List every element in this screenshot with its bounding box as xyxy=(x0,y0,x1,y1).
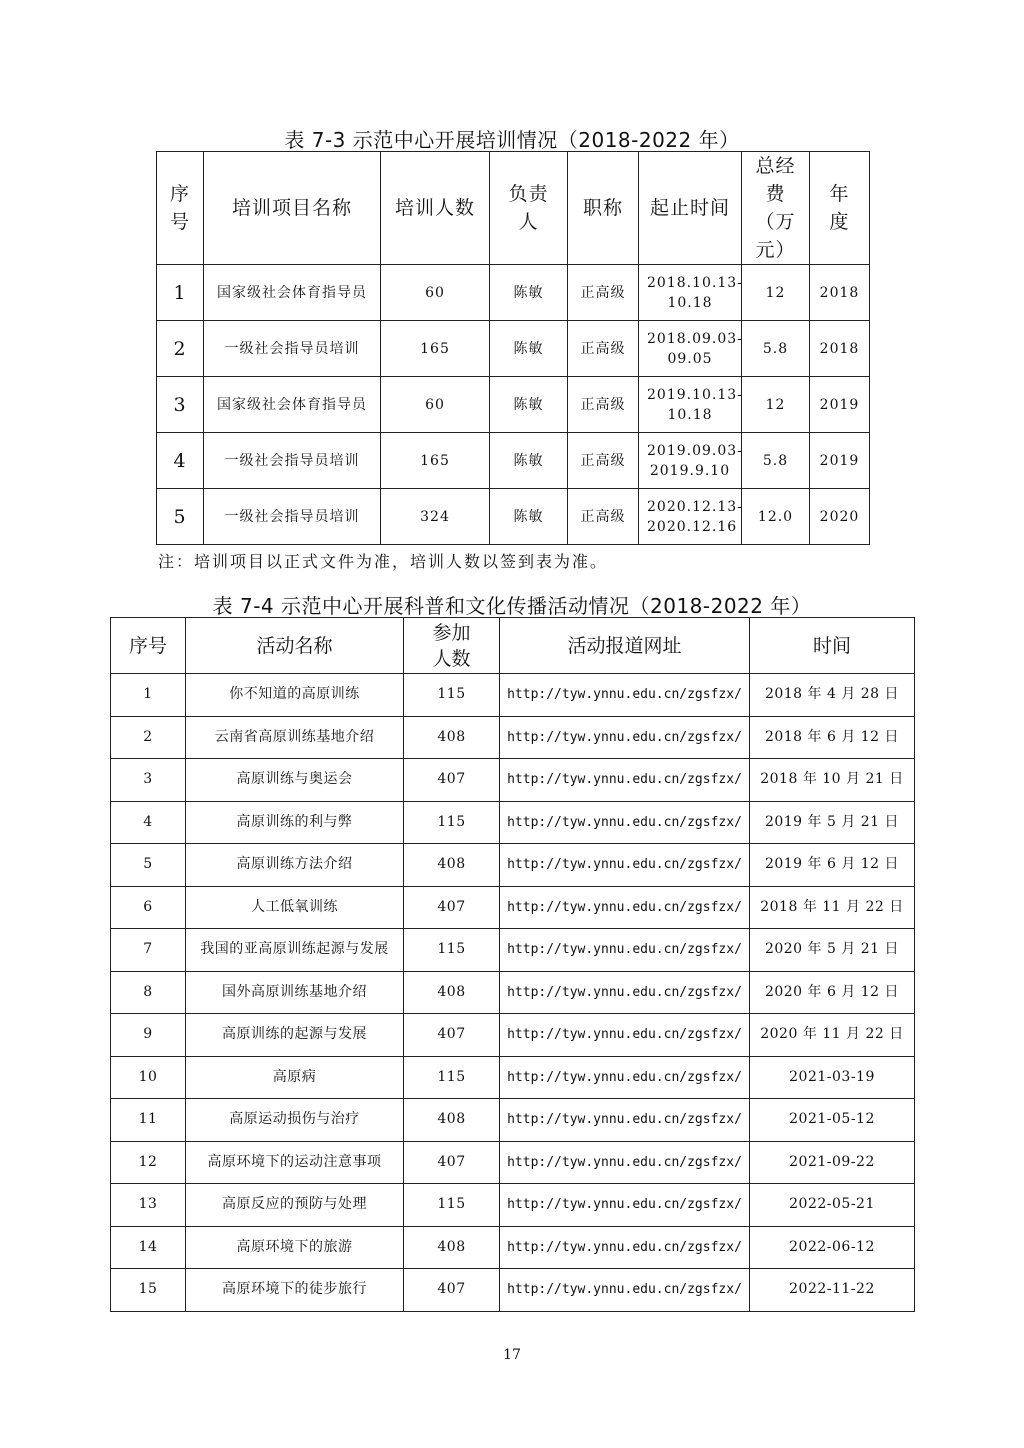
cell-activity-name: 高原运动损伤与治疗 xyxy=(186,1099,404,1142)
cell-report-url[interactable]: http://tyw.ynnu.edu.cn/zgsfzx/ xyxy=(500,1226,750,1269)
table-row xyxy=(111,1056,915,1099)
cell-participants: 115 xyxy=(404,1056,500,1099)
cell-report-url[interactable]: http://tyw.ynnu.edu.cn/zgsfzx/ xyxy=(500,1269,750,1312)
cell-seq: 9 xyxy=(111,1014,186,1057)
cell-seq: 4 xyxy=(157,433,204,489)
table-row xyxy=(111,674,915,717)
cell-report-url[interactable]: http://tyw.ynnu.edu.cn/zgsfzx/ xyxy=(500,971,750,1014)
cell-project-name: 一级社会指导员培训 xyxy=(204,321,381,377)
table-row xyxy=(111,1269,915,1312)
cell-year: 2020 xyxy=(810,489,870,545)
table-row xyxy=(111,971,915,1014)
cell-seq: 7 xyxy=(111,929,186,972)
table1-header-row xyxy=(157,152,870,265)
table-row xyxy=(157,321,870,377)
cell-participants: 408 xyxy=(404,1226,500,1269)
cell-trainee-count: 165 xyxy=(381,433,490,489)
cell-seq: 11 xyxy=(111,1099,186,1142)
cell-trainee-count: 60 xyxy=(381,265,490,321)
cell-seq: 3 xyxy=(157,377,204,433)
header-trainee-count: 培训人数 xyxy=(381,152,490,265)
header-seq: 序号 xyxy=(157,152,204,265)
cell-report-url[interactable]: http://tyw.ynnu.edu.cn/zgsfzx/ xyxy=(500,801,750,844)
cell-activity-name: 我国的亚高原训练起源与发展 xyxy=(186,929,404,972)
table-row xyxy=(111,1184,915,1227)
header-time: 时间 xyxy=(750,618,915,674)
cell-person-in-charge: 陈敏 xyxy=(490,489,568,545)
cell-period: 2020.12.13-2020.12.16 xyxy=(639,489,742,545)
table-row xyxy=(157,265,870,321)
cell-participants: 407 xyxy=(404,1014,500,1057)
table1-note: 注：培训项目以正式文件为准，培训人数以签到表为准。 xyxy=(158,552,609,571)
cell-period: 2018.09.03-09.05 xyxy=(639,321,742,377)
cell-report-url[interactable]: http://tyw.ynnu.edu.cn/zgsfzx/ xyxy=(500,886,750,929)
cell-person-in-charge: 陈敏 xyxy=(490,265,568,321)
cell-seq: 14 xyxy=(111,1226,186,1269)
cell-time: 2022-05-21 xyxy=(750,1184,915,1227)
cell-total-funding: 12 xyxy=(742,377,810,433)
table-row xyxy=(111,1226,915,1269)
page-number: 17 xyxy=(503,1347,521,1363)
cell-time: 2022-11-22 xyxy=(750,1269,915,1312)
cell-project-name: 国家级社会体育指导员 xyxy=(204,265,381,321)
cell-seq: 6 xyxy=(111,886,186,929)
cell-year: 2019 xyxy=(810,433,870,489)
header-project-name: 培训项目名称 xyxy=(204,152,381,265)
cell-project-name: 国家级社会体育指导员 xyxy=(204,377,381,433)
cell-participants: 407 xyxy=(404,1269,500,1312)
table1-caption: 表 7-3 示范中心开展培训情况（2018-2022 年） xyxy=(284,128,740,152)
cell-project-name: 一级社会指导员培训 xyxy=(204,489,381,545)
cell-seq: 5 xyxy=(111,844,186,887)
cell-seq: 15 xyxy=(111,1269,186,1312)
cell-seq: 13 xyxy=(111,1184,186,1227)
cell-total-funding: 5.8 xyxy=(742,321,810,377)
cell-trainee-count: 60 xyxy=(381,377,490,433)
table-row xyxy=(157,377,870,433)
table-row xyxy=(157,489,870,545)
cell-title: 正高级 xyxy=(568,377,639,433)
cell-total-funding: 12.0 xyxy=(742,489,810,545)
table-row xyxy=(111,716,915,759)
header-title: 职称 xyxy=(568,152,639,265)
cell-total-funding: 5.8 xyxy=(742,433,810,489)
cell-activity-name: 高原训练与奥运会 xyxy=(186,759,404,802)
cell-person-in-charge: 陈敏 xyxy=(490,377,568,433)
cell-activity-name: 人工低氧训练 xyxy=(186,886,404,929)
cell-seq: 5 xyxy=(157,489,204,545)
cell-report-url[interactable]: http://tyw.ynnu.edu.cn/zgsfzx/ xyxy=(500,1056,750,1099)
table-row xyxy=(111,844,915,887)
cell-report-url[interactable]: http://tyw.ynnu.edu.cn/zgsfzx/ xyxy=(500,1014,750,1057)
cell-title: 正高级 xyxy=(568,265,639,321)
cell-activity-name: 高原反应的预防与处理 xyxy=(186,1184,404,1227)
cell-time: 2021-03-19 xyxy=(750,1056,915,1099)
cell-participants: 115 xyxy=(404,801,500,844)
cell-participants: 407 xyxy=(404,1141,500,1184)
cell-activity-name: 高原环境下的旅游 xyxy=(186,1226,404,1269)
cell-trainee-count: 165 xyxy=(381,321,490,377)
cell-project-name: 一级社会指导员培训 xyxy=(204,433,381,489)
cell-trainee-count: 324 xyxy=(381,489,490,545)
cell-time: 2019 年 5 月 21 日 xyxy=(750,801,915,844)
cell-period: 2019.09.03-2019.9.10 xyxy=(639,433,742,489)
cell-seq: 1 xyxy=(111,674,186,717)
cell-person-in-charge: 陈敏 xyxy=(490,433,568,489)
cell-participants: 408 xyxy=(404,716,500,759)
cell-seq: 8 xyxy=(111,971,186,1014)
cell-participants: 408 xyxy=(404,971,500,1014)
cell-participants: 115 xyxy=(404,929,500,972)
activity-table xyxy=(110,617,915,1312)
cell-participants: 115 xyxy=(404,674,500,717)
cell-report-url[interactable]: http://tyw.ynnu.edu.cn/zgsfzx/ xyxy=(500,844,750,887)
cell-seq: 2 xyxy=(157,321,204,377)
training-table xyxy=(156,151,870,545)
header-year: 年度 xyxy=(810,152,870,265)
cell-time: 2018 年 10 月 21 日 xyxy=(750,759,915,802)
cell-seq: 3 xyxy=(111,759,186,802)
cell-time: 2018 年 6 月 12 日 xyxy=(750,716,915,759)
cell-period: 2019.10.13-10.18 xyxy=(639,377,742,433)
header-report-url: 活动报道网址 xyxy=(500,618,750,674)
cell-report-url[interactable]: http://tyw.ynnu.edu.cn/zgsfzx/ xyxy=(500,1099,750,1142)
cell-participants: 407 xyxy=(404,759,500,802)
cell-report-url[interactable]: http://tyw.ynnu.edu.cn/zgsfzx/ xyxy=(500,1184,750,1227)
cell-title: 正高级 xyxy=(568,321,639,377)
cell-seq: 10 xyxy=(111,1056,186,1099)
cell-participants: 407 xyxy=(404,886,500,929)
cell-activity-name: 高原训练的利与弊 xyxy=(186,801,404,844)
cell-activity-name: 云南省高原训练基地介绍 xyxy=(186,716,404,759)
cell-activity-name: 国外高原训练基地介绍 xyxy=(186,971,404,1014)
table-row xyxy=(111,929,915,972)
cell-year: 2018 xyxy=(810,265,870,321)
header-total-funding: 总经费（万元） xyxy=(742,152,810,265)
cell-time: 2018 年 11 月 22 日 xyxy=(750,886,915,929)
table-row xyxy=(111,1141,915,1184)
table-row xyxy=(111,886,915,929)
cell-time: 2021-09-22 xyxy=(750,1141,915,1184)
cell-time: 2019 年 6 月 12 日 xyxy=(750,844,915,887)
cell-person-in-charge: 陈敏 xyxy=(490,321,568,377)
cell-period: 2018.10.13-10.18 xyxy=(639,265,742,321)
cell-activity-name: 高原环境下的徒步旅行 xyxy=(186,1269,404,1312)
header-period: 起止时间 xyxy=(639,152,742,265)
table2-header-row xyxy=(111,618,915,674)
cell-title: 正高级 xyxy=(568,489,639,545)
cell-report-url[interactable]: http://tyw.ynnu.edu.cn/zgsfzx/ xyxy=(500,1141,750,1184)
cell-time: 2021-05-12 xyxy=(750,1099,915,1142)
cell-activity-name: 你不知道的高原训练 xyxy=(186,674,404,717)
cell-participants: 115 xyxy=(404,1184,500,1227)
cell-year: 2019 xyxy=(810,377,870,433)
cell-activity-name: 高原训练方法介绍 xyxy=(186,844,404,887)
cell-activity-name: 高原病 xyxy=(186,1056,404,1099)
cell-time: 2022-06-12 xyxy=(750,1226,915,1269)
table2-caption: 表 7-4 示范中心开展科普和文化传播活动情况（2018-2022 年） xyxy=(212,594,812,618)
cell-activity-name: 高原训练的起源与发展 xyxy=(186,1014,404,1057)
cell-year: 2018 xyxy=(810,321,870,377)
header-participants: 参加人数 xyxy=(404,618,500,674)
cell-seq: 2 xyxy=(111,716,186,759)
cell-time: 2020 年 11 月 22 日 xyxy=(750,1014,915,1057)
header-seq: 序号 xyxy=(111,618,186,674)
table-row xyxy=(111,801,915,844)
cell-seq: 1 xyxy=(157,265,204,321)
header-person-in-charge: 负责人 xyxy=(490,152,568,265)
cell-activity-name: 高原环境下的运动注意事项 xyxy=(186,1141,404,1184)
cell-time: 2020 年 5 月 21 日 xyxy=(750,929,915,972)
table-row xyxy=(111,1014,915,1057)
cell-total-funding: 12 xyxy=(742,265,810,321)
cell-title: 正高级 xyxy=(568,433,639,489)
cell-report-url[interactable]: http://tyw.ynnu.edu.cn/zgsfzx/ xyxy=(500,674,750,717)
table-row xyxy=(111,1099,915,1142)
cell-report-url[interactable]: http://tyw.ynnu.edu.cn/zgsfzx/ xyxy=(500,929,750,972)
cell-seq: 12 xyxy=(111,1141,186,1184)
cell-report-url[interactable]: http://tyw.ynnu.edu.cn/zgsfzx/ xyxy=(500,716,750,759)
table-row xyxy=(111,759,915,802)
cell-report-url[interactable]: http://tyw.ynnu.edu.cn/zgsfzx/ xyxy=(500,759,750,802)
cell-seq: 4 xyxy=(111,801,186,844)
cell-participants: 408 xyxy=(404,844,500,887)
header-activity-name: 活动名称 xyxy=(186,618,404,674)
cell-time: 2020 年 6 月 12 日 xyxy=(750,971,915,1014)
cell-participants: 408 xyxy=(404,1099,500,1142)
cell-time: 2018 年 4 月 28 日 xyxy=(750,674,915,717)
table-row xyxy=(157,433,870,489)
